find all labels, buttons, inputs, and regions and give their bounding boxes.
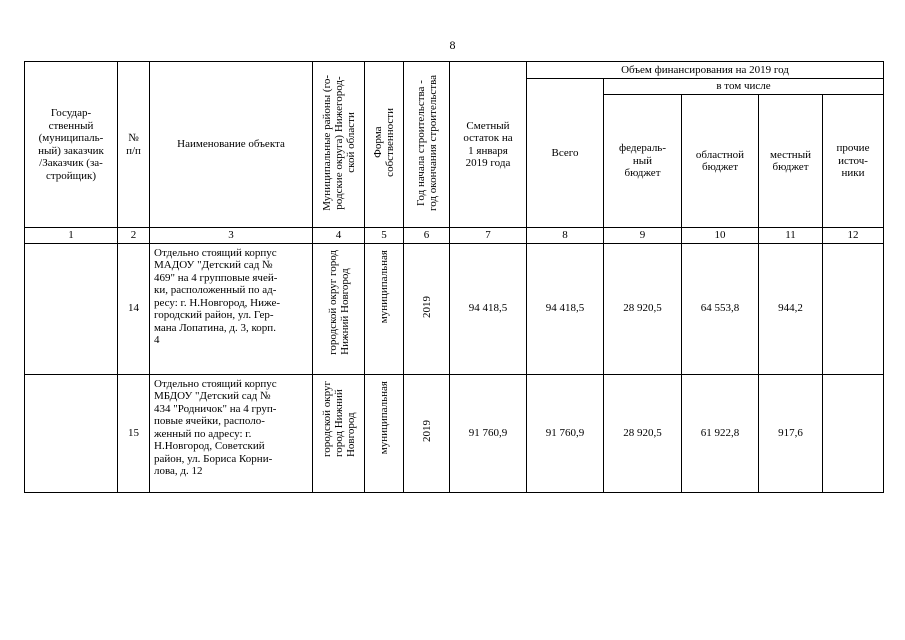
- row-ownership-text: муниципальная: [378, 380, 390, 454]
- header-customer: Государ- ственный (муниципаль- ный) заказчик /Заказчик (за- стройщик): [25, 62, 118, 228]
- header-total: Всего: [527, 79, 604, 228]
- column-number: 5: [365, 228, 404, 244]
- header-federal: федераль- ный бюджет: [604, 95, 682, 228]
- header-ownership-text: Форма собственности: [372, 108, 396, 178]
- row-ownership-text: муниципальная: [378, 249, 390, 323]
- header-object-name: Наименование объекта: [150, 62, 313, 228]
- column-number: 2: [118, 228, 150, 244]
- row-total: 94 418,5: [527, 243, 604, 374]
- column-number: 11: [759, 228, 823, 244]
- row-regional: 61 922,8: [682, 374, 759, 492]
- row-object-name: Отдельно стоящий корпус МАДОУ "Детский сад № 469" на 4 групповые ячей- ки, расположенный по ад- ресу: г. Н.Новгород, Ниже- городский район, ул. Гер- мана Лопатина, д. 3, корп. 4: [150, 243, 313, 374]
- header-financing: Объем финансирования на 2019 год: [527, 62, 884, 79]
- row-district-text: городской округ город Нижний Новгород: [326, 249, 351, 355]
- row-customer: [25, 374, 118, 492]
- column-number: 7: [450, 228, 527, 244]
- header-regional: областной бюджет: [682, 95, 759, 228]
- header-local: местный бюджет: [759, 95, 823, 228]
- row-years: [404, 374, 450, 492]
- column-number: 8: [527, 228, 604, 244]
- row-local: 917,6: [759, 374, 823, 492]
- column-number: 9: [604, 228, 682, 244]
- row-number: 14: [118, 243, 150, 374]
- column-number: 3: [150, 228, 313, 244]
- row-ownership: [365, 374, 404, 492]
- row-other: [823, 374, 884, 492]
- column-number: 4: [313, 228, 365, 244]
- column-number: 12: [823, 228, 884, 244]
- header-district-text: Муниципальные районы (го- родские округа) Нижегород- ской области: [320, 74, 357, 211]
- row-federal: 28 920,5: [604, 243, 682, 374]
- row-years-text: 2019: [420, 295, 433, 318]
- column-number: 6: [404, 228, 450, 244]
- page-number: 8: [449, 38, 456, 52]
- header-years-text: Год начала строительства - год окончания строительства: [414, 74, 439, 211]
- row-district: [313, 374, 365, 492]
- row-object-name: Отдельно стоящий корпус МБДОУ "Детский сад № 434 "Родничок" на 4 груп- повые ячейки, располо- женный по адресу: г. Н.Новгород, Советский район, ул. Бориса Корни- лова, д. 12: [150, 374, 313, 492]
- row-district-text: городской округ город Нижний Новгород: [320, 380, 357, 457]
- row-total: 91 760,9: [527, 374, 604, 492]
- row-ownership: [365, 243, 404, 374]
- header-ownership: [365, 62, 404, 228]
- row-district: [313, 243, 365, 374]
- header-years: [404, 62, 450, 228]
- header-including: в том числе: [604, 79, 884, 95]
- header-number: № п/п: [118, 62, 150, 228]
- row-years: [404, 243, 450, 374]
- header-other: прочие источ- ники: [823, 95, 884, 228]
- column-numbers-row: [25, 228, 884, 244]
- row-customer: [25, 243, 118, 374]
- column-number: 10: [682, 228, 759, 244]
- row-other: [823, 243, 884, 374]
- row-estimated-balance: 94 418,5: [450, 243, 527, 374]
- table-row: [25, 374, 884, 492]
- row-regional: 64 553,8: [682, 243, 759, 374]
- row-years-text: 2019: [420, 420, 433, 443]
- financing-table: [24, 61, 884, 493]
- row-local: 944,2: [759, 243, 823, 374]
- row-estimated-balance: 91 760,9: [450, 374, 527, 492]
- header-district: [313, 62, 365, 228]
- header-estimated-balance: Сметный остаток на 1 января 2019 года: [450, 62, 527, 228]
- row-federal: 28 920,5: [604, 374, 682, 492]
- table-row: [25, 243, 884, 374]
- row-number: 15: [118, 374, 150, 492]
- column-number: 1: [25, 228, 118, 244]
